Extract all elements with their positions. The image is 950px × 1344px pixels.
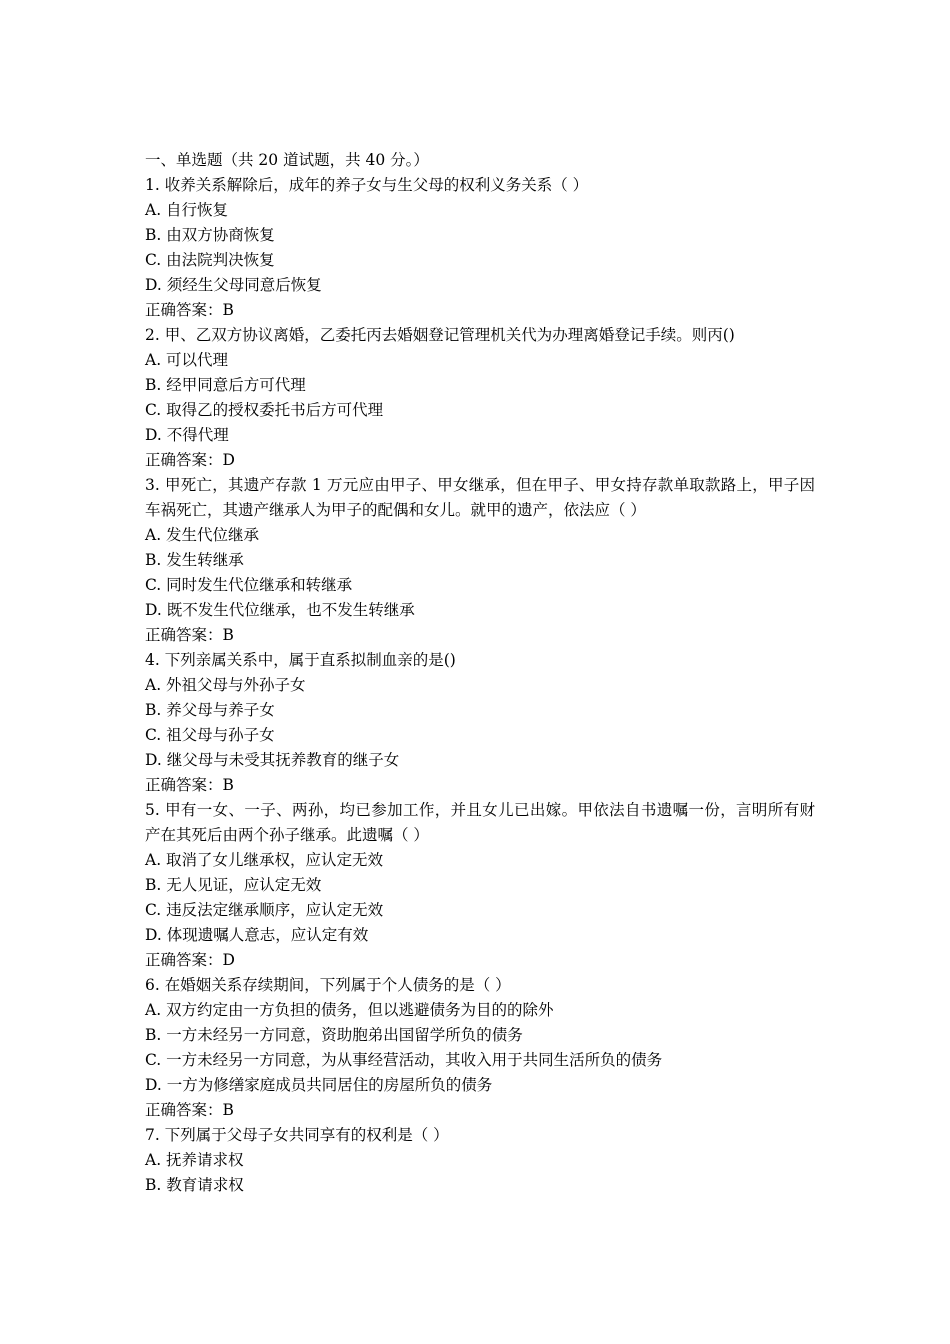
option-a: A. 自行恢复: [145, 201, 229, 219]
option-a: A. 外祖父母与外孙子女: [145, 676, 306, 694]
option-b: B. 一方未经另一方同意，资助胞弟出国留学所负的债务: [145, 1026, 523, 1044]
option-d: D. 不得代理: [145, 426, 229, 444]
section-title: 一、单选题（共 20 道试题，共 40 分。）: [145, 151, 429, 169]
question-text: 1. 收养关系解除后，成年的养子女与生父母的权利义务关系（ ）: [145, 176, 589, 194]
correct-answer: 正确答案：B: [145, 301, 234, 319]
correct-answer: 正确答案：B: [145, 626, 234, 644]
option-a: A. 取消了女儿继承权，应认定无效: [145, 851, 384, 869]
option-c: C. 一方未经另一方同意，为从事经营活动，其收入用于共同生活所负的债务: [145, 1051, 663, 1069]
option-b: B. 养父母与养子女: [145, 701, 275, 719]
correct-answer: 正确答案：D: [145, 951, 235, 969]
question-4: [145, 648, 815, 798]
option-c: C. 祖父母与孙子女: [145, 726, 275, 744]
option-d: D. 既不发生代位继承，也不发生转继承: [145, 601, 415, 619]
correct-answer: 正确答案：B: [145, 776, 234, 794]
question-5: [145, 798, 815, 973]
option-d: D. 继父母与未受其抚养教育的继子女: [145, 751, 400, 769]
option-a: A. 抚养请求权: [145, 1151, 244, 1169]
option-c: C. 取得乙的授权委托书后方可代理: [145, 401, 384, 419]
correct-answer: 正确答案：D: [145, 451, 235, 469]
option-d: D. 一方为修缮家庭成员共同居住的房屋所负的债务: [145, 1076, 493, 1094]
question-2: [145, 323, 815, 473]
option-c: C. 由法院判决恢复: [145, 251, 275, 269]
option-d: D. 须经生父母同意后恢复: [145, 276, 322, 294]
option-b: B. 经甲同意后方可代理: [145, 376, 306, 394]
option-b: B. 无人见证，应认定无效: [145, 876, 322, 894]
option-c: C. 违反法定继承顺序，应认定无效: [145, 901, 384, 919]
question-6: [145, 973, 815, 1123]
document-page: [145, 148, 815, 1198]
question-text: 6. 在婚姻关系存续期间，下列属于个人债务的是（ ）: [145, 976, 511, 994]
option-b: B. 教育请求权: [145, 1176, 244, 1194]
correct-answer: 正确答案：B: [145, 1101, 234, 1119]
option-a: A. 可以代理: [145, 351, 229, 369]
question-7: [145, 1123, 815, 1198]
option-c: C. 同时发生代位继承和转继承: [145, 576, 353, 594]
question-text: 7. 下列属于父母子女共同享有的权利是（ ）: [145, 1126, 449, 1144]
question-1: [145, 173, 815, 323]
option-a: A. 双方约定由一方负担的债务，但以逃避债务为目的的除外: [145, 1001, 554, 1019]
option-b: B. 发生转继承: [145, 551, 244, 569]
option-a: A. 发生代位继承: [145, 526, 260, 544]
question-3: [145, 473, 815, 648]
question-text: 2. 甲、乙双方协议离婚，乙委托丙去婚姻登记管理机关代为办理离婚登记手续。则丙(): [145, 326, 735, 344]
question-text: 4. 下列亲属关系中，属于直系拟制血亲的是(): [145, 651, 456, 669]
option-d: D. 体现遗嘱人意志，应认定有效: [145, 926, 369, 944]
option-b: B. 由双方协商恢复: [145, 226, 275, 244]
question-text: 5. 甲有一女、一子、两孙，均已参加工作，并且女儿已出嫁。甲依法自书遗嘱一份，言明所有财产在其死后由两个孙子继承。此遗嘱（ ）: [145, 801, 815, 844]
question-text: 3. 甲死亡，其遗产存款 1 万元应由甲子、甲女继承，但在甲子、甲女持存款单取款路上，甲子因车祸死亡，其遗产继承人为甲子的配偶和女儿。就甲的遗产，依法应（ ）: [145, 476, 815, 519]
